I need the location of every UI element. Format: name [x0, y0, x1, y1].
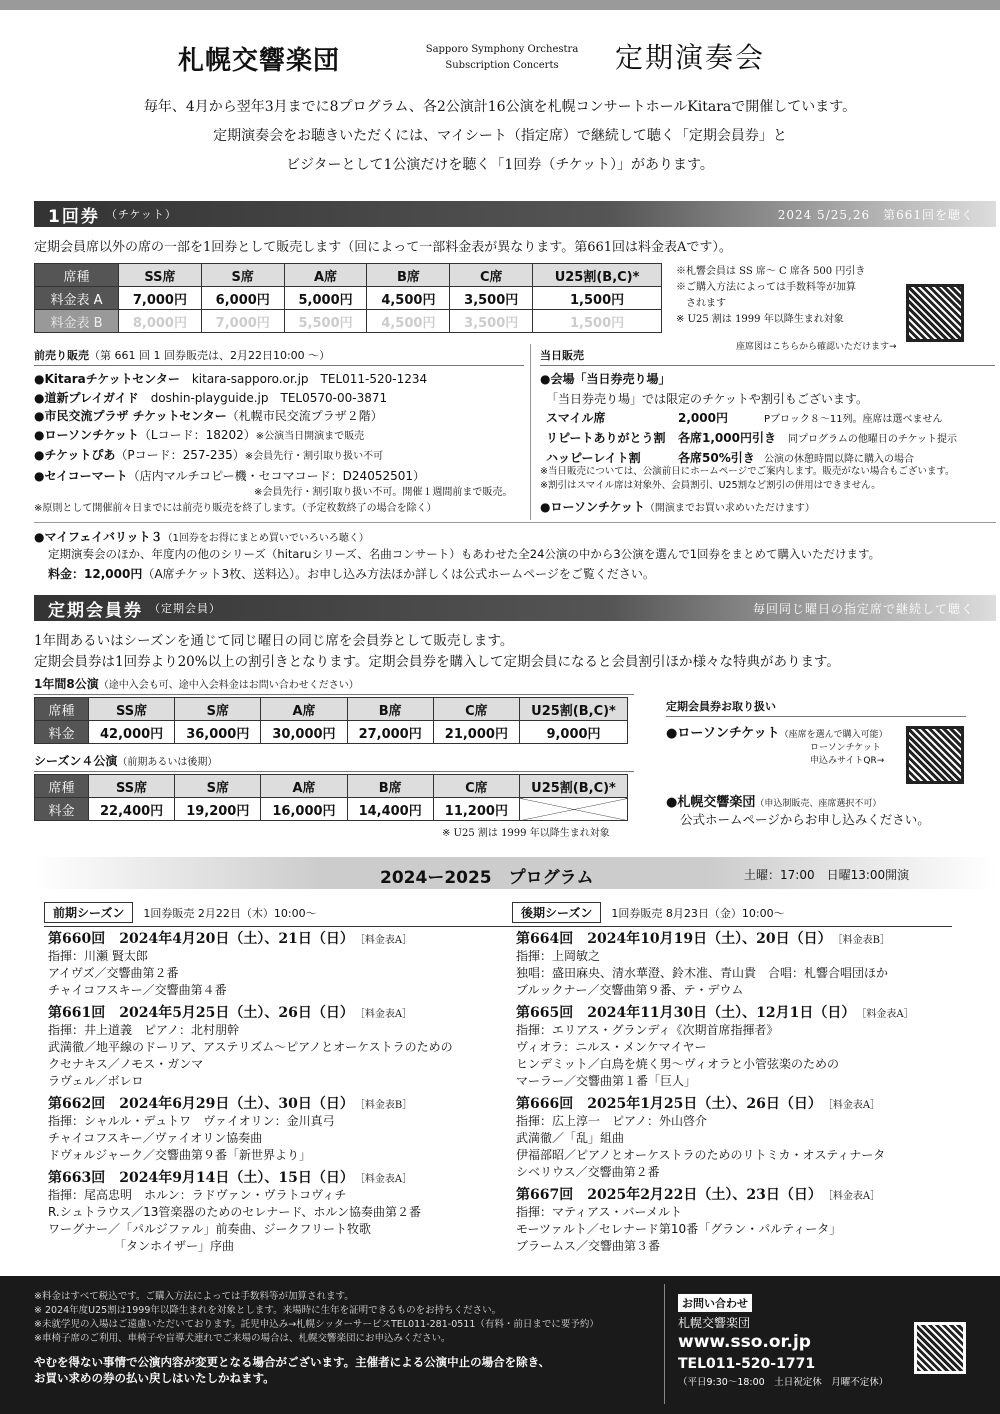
season-tag: 前期シーズン [44, 902, 133, 923]
handling-sso: ●札幌交響楽団（申込制販売、座席選択不可） [666, 795, 882, 810]
price-cell: 8,000円 [119, 310, 202, 333]
single-ticket-right: 2024 5/25,26 第661回を聴く [777, 207, 974, 222]
footer [0, 1276, 1000, 1414]
list-item: ●道新プレイガイド doshin-playguide.jp TEL0570-00-3871 [34, 390, 388, 405]
empty-cell [520, 798, 628, 821]
price-cell: 27,000円 [347, 721, 433, 744]
org-title: 札幌交響楽団 [178, 46, 341, 76]
table-header: C席 [433, 775, 519, 798]
concert-heading: 第661回 2024年5月25日（土）、26日（日） ［料金表A］ [48, 1005, 413, 1021]
price-cell: 4,500円 [367, 287, 450, 310]
concert-heading: 第664回 2024年10月19日（土）、20日（日） ［料金表B］ [516, 931, 890, 947]
table-header: B席 [347, 775, 433, 798]
table-header: S席 [201, 264, 284, 287]
year-price-table [34, 697, 628, 744]
price-cell: 30,000円 [261, 721, 347, 744]
table-header: SS席 [119, 264, 202, 287]
member-ticket-bar [34, 595, 996, 621]
table-header: A席 [261, 775, 347, 798]
price-cell: 36,000円 [175, 721, 261, 744]
u25-note: ※ U25 割は 1999 年以降生まれ対象 [442, 828, 610, 839]
list-item: ●市民交流プラザ チケットセンター（札幌市民交流プラザ２階） [34, 409, 383, 423]
price-cell: 42,000円 [89, 721, 175, 744]
footer-warning: やむを得ない事情で公演内容が変更となる場合がございます。主催者による公演中止の場合を除き、 お買い求めの券の払い戻しはいたしかねます。 [34, 1355, 551, 1385]
concert-heading: 第662回 2024年6月29日（土）、30日（日） ［料金表B］ [48, 1096, 413, 1112]
fav-desc: 定期演奏会のほか、年度内の他のシリーズ（hitaruシリーズ、名曲コンサート）もあわせた全24公演の中から3公演を選んで1回券をまとめて購入いただけます。 [48, 547, 881, 561]
table-header: A席 [284, 264, 367, 287]
table-header: 席種 [35, 775, 89, 798]
table-header: SS席 [89, 775, 175, 798]
price-cell: 6,000円 [201, 287, 284, 310]
page-title: 定期演奏会 [615, 41, 766, 74]
website-qr-icon[interactable] [914, 1322, 966, 1374]
member-desc-1: 1年間あるいはシーズンを通じて同じ曜日の同じ席を会員券として販売します。 [34, 633, 514, 649]
concert-heading: 第666回 2025年1月25日（土）、26日（日） ［料金表A］ [516, 1096, 881, 1112]
price-cell: 7,000円 [201, 310, 284, 333]
member-ticket-title: 定期会員券 [48, 600, 143, 621]
second-season-header: 後期シーズン 1回券販売 8月23日（金）10:00～ [512, 902, 952, 927]
season-title: シーズン４公演（前期あるいは後期） [34, 752, 634, 772]
member-ticket-right: 毎回同じ曜日の指定席で継続して聴く [752, 601, 974, 616]
price-cell: 4,500円 [367, 310, 450, 333]
table-header: U25割(B,C)* [533, 264, 662, 287]
list-item: ●チケットぴあ（Pコード：257-235）※会員先行・割引取り扱い不可 [34, 448, 384, 462]
single-desc: 定期会員席以外の席の一部を1回券として販売します（回によって一部料金表が異なります。第661回は料金表Aです）。 [34, 240, 732, 255]
presale-foot: ※原則として開催前々日までには前売り販売を終了します。（予定枚数終了の場合を除く） [34, 503, 437, 514]
row-label: 料金 [35, 721, 89, 744]
member-desc-2: 定期会員券は1回券より20%以上の割引きとなります。定期会員券を購入して定期会員になると会員割引ほか様々な特典があります。 [34, 654, 840, 670]
season-price-table [34, 774, 628, 821]
price-cell: 3,500円 [450, 287, 533, 310]
concert-heading: 第665回 2024年11月30日（土）、12月1日（日） ［料金表A］ [516, 1005, 914, 1021]
list-item: ●ローソンチケット（Lコード：18202）※公演当日開演まで販売 [34, 427, 365, 442]
footer-notes: ※料金はすべて税込です。ご購入方法によっては手数料等が加算されます。 ※ 2024年度U25割は1999年以降生まれを対象とします。来場時に生年を証明できるものをお持ちください。 ※未就学児の入場はご遠慮いただいております。託児申込み→札幌シッターサービスTEL011-281-0511（有料・前日までに要予約） ※車椅子席のご利用、車椅子や盲導犬連れでご来場の場合は、札幌交響楽団にお申込みください。 [34, 1291, 599, 1344]
list-item: スマイル席 2,000円 Pブロック８～11列。座席は選べません [546, 411, 943, 425]
top-band [0, 0, 1000, 10]
price-cell: 7,000円 [119, 287, 202, 310]
price-cell: 14,400円 [347, 798, 433, 821]
single-price-table [34, 263, 662, 333]
table-header: C席 [450, 264, 533, 287]
dayof-venue-desc: 「当日券売り場」では限定のチケットや割引もございます。 [546, 392, 868, 406]
price-cell: 1,500円 [533, 310, 662, 333]
program-time: 土曜：17:00 日曜13:00開演 [744, 868, 910, 882]
first-season-header: 前期シーズン 1回券販売 2月22日（木）10:00～ [44, 902, 514, 927]
list-item: ●セイコーマート（店内マルチコピー機・セコマコード：D24052501） [34, 468, 426, 483]
contact-label: お問い合わせ [678, 1294, 752, 1312]
table-header: U25割(B,C)* [520, 698, 628, 721]
presale-header: 前売り販売（第 661 回 1 回券販売は、2月22日10:00 ～） [34, 347, 524, 366]
dayof-header: 当日販売 [540, 347, 995, 366]
single-ticket-bar [34, 201, 996, 227]
list-item: ●Kitaraチケットセンター kitara-sapporo.or.jp TEL011-520-1234 [34, 372, 428, 386]
list-item: リピートありがとう割 各席1,000円引き 同プログラムの他曜日のチケット提示 [546, 431, 957, 445]
handling-title: 定期会員券お取り扱い [666, 698, 966, 717]
seat-map-note: 座席図はこちらから確認いただけます→ [736, 342, 897, 352]
list-item: ハッピーレイト割 各席50%引き 公演の休憩時間以降に購入の場合 [546, 451, 914, 465]
price-cell: 22,400円 [89, 798, 175, 821]
first-season-list: 第660回 2024年4月20日（土）、21日（日） ［料金表A］ 指揮：川瀬 賢太郎 アイヴズ／交響曲第２番 チャイコフスキー／交響曲第４番 第661回 2024年5月25日（土）、26日（日） ［料金表A］ 指揮：井上道義 ピアノ：北村朋幹 武満徹／地平線のドーリア、アステリズム～ピアノとオーケストラのための クセナキス／ノモス・ガンマ ラヴェル／ボレロ 第662回 2024年6月29日（土）、30日（日） ［料金表B］ 指揮：シャルル・デュトワ ヴァイオリン：金川真弓 チャイコフスキー／ヴァイオリン協奏曲 ドヴォルジャーク／交響曲第９番「新世界より」 第663回 2024年9月14日（土）、15日（日） ［料金表A］ 指揮：尾高忠明 ホルン：ラドヴァン・ヴラトコヴィチ R.シュトラウス／13管楽器のためのセレナード、ホルン協奏曲第２番 ワーグナー／「パルジファル」前奏曲、ジークフリート牧歌 「タンホイザー」序曲 [48, 928, 518, 1255]
fav-price: 料金：12,000円（A席チケット3枚、送料込）。お申し込み方法ほか詳しくは公式ホームページをご覧ください。 [48, 567, 655, 581]
seat-map-qr-icon[interactable] [906, 284, 964, 342]
table-header: SS席 [89, 698, 175, 721]
price-cell: 5,000円 [284, 287, 367, 310]
table-header: S席 [175, 775, 261, 798]
dayof-lawson: ●ローソンチケット（開演までお買い求めいただけます） [540, 500, 815, 514]
contact-org: 札幌交響楽団 [678, 1316, 751, 1330]
fav-title: ●マイフェイバリット３（1回券をお得にまとめ買いでいろいろ聴く） [34, 530, 369, 544]
price-cell: 9,000円 [520, 721, 628, 744]
table-header: C席 [433, 698, 519, 721]
single-ticket-title: 1回券 [48, 206, 100, 227]
price-cell: 19,200円 [175, 798, 261, 821]
single-ticket-sub: （チケット） [105, 208, 177, 221]
single-notes: ※札響会員は SS 席～ C 席各 500 円引き ※ご購入方法によっては手数料等が加算 されます ※ U25 割は 1999 年以降生まれ対象 [676, 266, 866, 325]
contact-hours: （平日9:30～18:00 土日祝定休 月曜不定休） [678, 1377, 889, 1388]
row-label: 料金 [35, 798, 89, 821]
divider [34, 522, 996, 523]
presale-list [34, 370, 427, 485]
intro-line-1: 毎年、4月から翌年3月までに8プログラム、各2公演計16公演を札幌コンサートホールKitaraで開催しています。 [143, 99, 857, 115]
english-title: Sapporo Symphony Orchestra Subscription Concerts [425, 44, 579, 71]
dayof-notes: ※当日販売については、公演前日にホームページでご案内します。販売がない場合もございます。 ※割引はスマイル席は対象外、会員割引、U25割など割引の併用はできません。 [540, 466, 955, 491]
sso-desc: 公式ホームページからお申し込みください。 [680, 812, 930, 827]
intro-line-2: 定期演奏会をお聴きいただくには、マイシート（指定席）で継続して聴く「定期会員券」と [213, 128, 787, 144]
table-header: 席種 [35, 698, 89, 721]
program-title: 2024ー2025 プログラム [380, 868, 594, 888]
dayof-list [546, 409, 957, 469]
concert-heading: 第660回 2024年4月20日（土）、21日（日） ［料金表A］ [48, 931, 413, 947]
row-label: 料金表 A [35, 287, 119, 310]
table-header: S席 [175, 698, 261, 721]
table-header: A席 [261, 698, 347, 721]
price-cell: 11,200円 [433, 798, 519, 821]
lawson-qr-icon[interactable] [906, 726, 964, 784]
concert-heading: 第667回 2025年2月22日（土）、23日（日） ［料金表A］ [516, 1187, 881, 1203]
dayof-venue: ●会場「当日券売り場」 [540, 372, 671, 386]
lawson-qr-note: ローソンチケット 申込みサイトQR→ [810, 743, 885, 766]
table-header: B席 [347, 698, 433, 721]
concert-heading: 第663回 2024年9月14日（土）、15日（日） ［料金表A］ [48, 1170, 413, 1186]
table-header: B席 [367, 264, 450, 287]
divider [530, 344, 531, 520]
year-title: 1年間8公演（途中入会も可、途中入会料金はお問い合わせください） [34, 675, 634, 695]
price-cell: 21,000円 [433, 721, 519, 744]
price-cell: 3,500円 [450, 310, 533, 333]
contact-url[interactable]: www.sso.or.jp [678, 1332, 811, 1352]
seico-note: ※会員先行・割引取り扱い不可。開催１週間前まで販売。 [254, 487, 513, 498]
intro-line-3: ビジターとして1公演だけを聴く「1回券（チケット）」があります。 [286, 157, 714, 173]
price-cell: 5,500円 [284, 310, 367, 333]
member-ticket-sub: （定期会員） [149, 602, 221, 615]
table-header: U25割(B,C)* [520, 775, 628, 798]
price-cell: 1,500円 [533, 287, 662, 310]
contact-tel: TEL011-520-1771 [678, 1356, 816, 1372]
handling-lawson: ●ローソンチケット（座席を選んで購入可能） [666, 726, 888, 741]
second-season-list: 第664回 2024年10月19日（土）、20日（日） ［料金表B］ 指揮：上岡敏之 独唱：盛田麻央、清水華澄、鈴木准、青山貴 合唱：札響合唱団ほか ブルックナー／交響曲第９番、テ・デウム 第665回 2024年11月30日（土）、12月1日（日） ［料金表A］ 指揮：エリアス・グランディ《次期首席指揮者》 ヴィオラ：ニルス・メンケマイヤー ヒンデミット／白鳥を焼く男～ヴィオラと小管弦楽のための マーラー／交響曲第１番「巨人」 第666回 2025年1月25日（土）、26日（日） ［料金表A］ 指揮：広上淳一 ピアノ：外山啓介 武満徹／「乱」組曲 伊福部昭／ピアノとオーケストラのためのリトミカ・オスティナータ シベリウス／交響曲第２番 第667回 2025年2月22日（土）、23日（日） ［料金表A］ 指揮：マティアス・バーメルト モーツァルト／セレナード第10番「グラン・パルティータ」 ブラームス／交響曲第３番 [516, 928, 986, 1255]
season-tag: 後期シーズン [512, 902, 601, 923]
price-cell: 16,000円 [261, 798, 347, 821]
table-header: 席種 [35, 264, 119, 287]
row-label: 料金表 B [35, 310, 119, 333]
divider [664, 1284, 665, 1404]
